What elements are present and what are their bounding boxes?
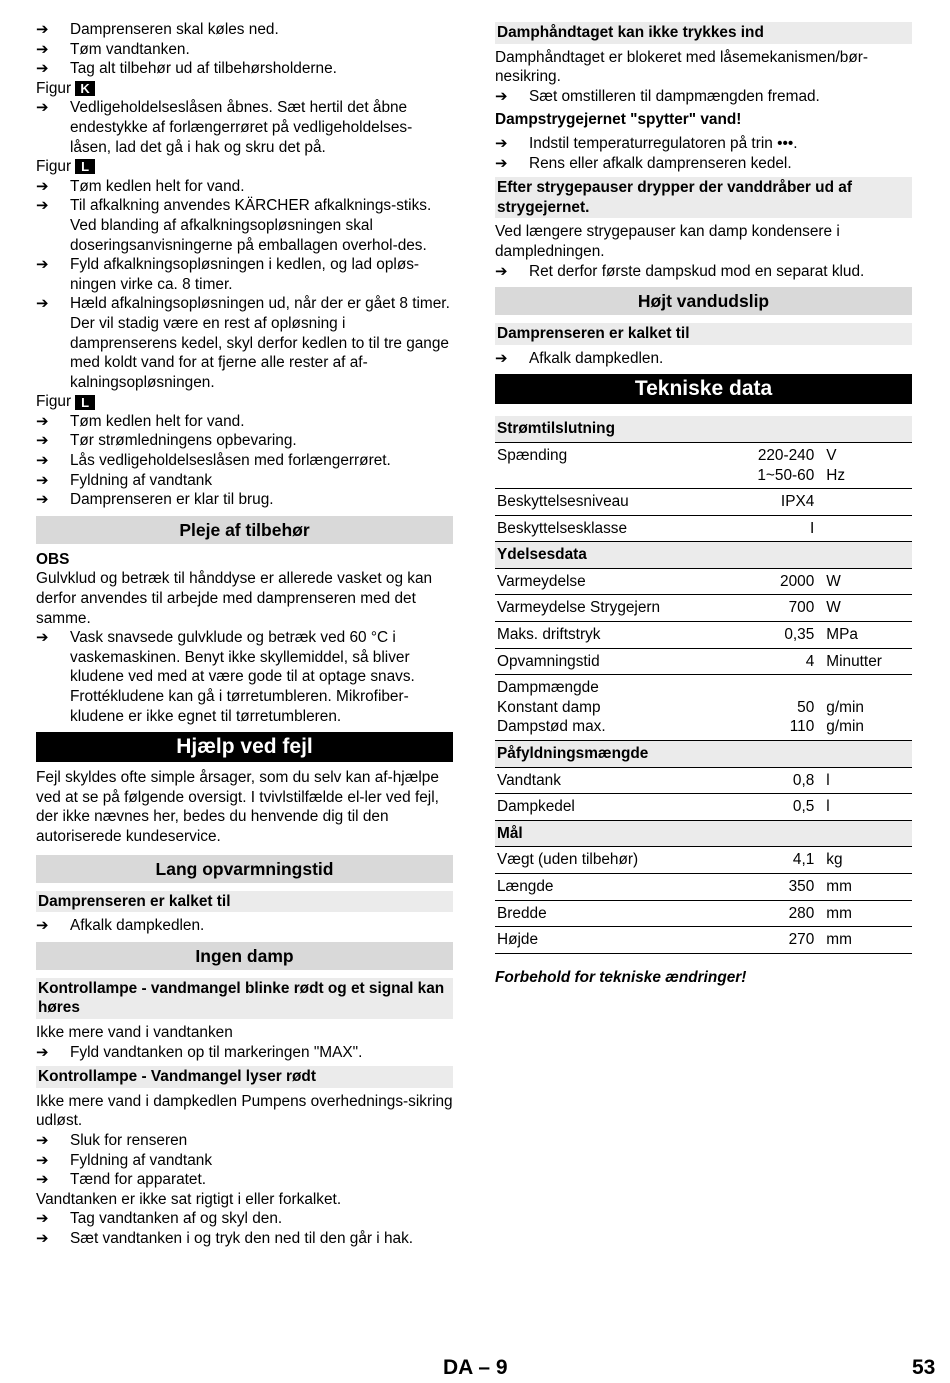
arrow-icon: ➔ [36, 432, 49, 450]
spec-value: 50 110 [717, 675, 824, 741]
spec-value: 4 [717, 648, 824, 675]
spec-label: Maks. driftstryk [495, 622, 717, 649]
step-text: Tænd for apparatet. [70, 1171, 207, 1189]
step-text: Fyld afkalkningsopløsningen i kedlen, og lad opløs-ningen virke ca. 8 timer. [70, 256, 420, 293]
arrow-icon: ➔ [36, 471, 49, 489]
spec-value: 220-240 1~50-60 [717, 442, 824, 488]
figure-label: Figur [36, 79, 72, 97]
arrow-icon: ➔ [36, 256, 49, 274]
arrow-icon: ➔ [495, 262, 508, 280]
step-text: Hæld afkalningsopløsningen ud, når der er gået 8 timer. Der vil stadig være en rest af opløsning i damprenserens kedel, skyl derfor kedlen to til tre gange med koldt vand for at fjerne alle rester af af-kalningsopløsningen. [70, 295, 450, 391]
step-text: Fyld vandtanken op til markeringen "MAX". [70, 1043, 363, 1061]
section-label: Ydelsesdata [495, 542, 912, 569]
spec-unit [824, 515, 912, 542]
arrow-icon: ➔ [495, 87, 508, 105]
obs-text: Gulvklud og betræk til hånddyse er allerede vasket og kan derfor anvendes til arbejde med damprenseren med det samme. [36, 570, 433, 627]
subheading-lamp-blink: Kontrollampe - vandmangel blinke rødt og et signal kan høres [36, 978, 453, 1019]
spec-value: 0,5 [717, 794, 824, 821]
table-row [495, 900, 912, 927]
spec-value: 700 [717, 595, 824, 622]
list-item [36, 490, 453, 510]
step-text: Tag alt tilbehør ud af tilbehørsholderne. [70, 60, 337, 78]
list-item [36, 196, 453, 255]
step-text: Tøm kedlen helt for vand. [70, 177, 245, 195]
step-text: Fyldning af vandtank [70, 1151, 213, 1169]
reservation-note: Forbehold for tekniske ændringer! [495, 968, 747, 986]
table-row [495, 794, 912, 821]
figure-label: Figur [36, 393, 72, 411]
spec-value: 2000 [717, 568, 824, 595]
table-section-row [495, 542, 912, 569]
spec-unit: Minutter [824, 648, 912, 675]
lamp-red-text: Ikke mere vand i dampkedlen Pumpens overhednings-sikring udløst. [36, 1092, 453, 1130]
table-row [495, 675, 912, 741]
list-item [495, 154, 912, 174]
step-text: Tøm vandtanken. [70, 40, 190, 58]
step-text: Sæt omstilleren til dampmængden fremad. [529, 87, 820, 105]
step-text: Damprenseren er klar til brug. [70, 491, 274, 509]
table-row [495, 515, 912, 542]
arrow-icon: ➔ [495, 154, 508, 172]
arrow-icon: ➔ [36, 99, 49, 117]
arrow-icon: ➔ [36, 1151, 49, 1169]
figure-label: Figur [36, 158, 72, 176]
section-label: Strømtilslutning [495, 416, 912, 442]
help-text: Fejl skyldes ofte simple årsager, som du selv kan af-hjælpe ved at se på følgende oversigt. I tvivlstilfælde el-ler ved fejl, der ikke nævnes her, bedes du henvende dig til den autoriserede kundeservice. [36, 769, 439, 845]
tech-spec-table [495, 416, 912, 953]
arrow-icon: ➔ [495, 134, 508, 152]
spec-value: I [717, 515, 824, 542]
spec-label: Beskyttelsesniveau [495, 489, 717, 516]
page-number: 53 [912, 1356, 936, 1379]
section-heading-care: Pleje af tilbehør [36, 516, 453, 544]
table-section-row [495, 820, 912, 847]
subheading-lamp-red: Kontrollampe - Vandmangel lyser rødt [36, 1066, 453, 1088]
section-heading-long-heating: Lang opvarmningstid [36, 855, 453, 883]
list-item [36, 294, 453, 392]
spec-unit: l [824, 767, 912, 794]
step-text: Afkalk dampkedlen. [70, 917, 205, 935]
list-item [36, 431, 453, 451]
spec-value: 270 [717, 927, 824, 954]
step-text: Damprenseren skal køles ned. [70, 21, 279, 38]
figure-badge: L [75, 395, 95, 410]
list-item [36, 1209, 453, 1229]
step-text: Lås vedligeholdelseslåsen med forlængerrøret. [70, 452, 391, 470]
tank-text: Vandtanken er ikke sat rigtigt i eller forkalket. [36, 1190, 342, 1208]
spec-value: IPX4 [717, 489, 824, 516]
spec-value: 4,1 [717, 847, 824, 874]
spec-unit: mm [824, 874, 912, 901]
spec-unit: V Hz [824, 442, 912, 488]
list-item [36, 255, 453, 294]
spec-label: Varmeydelse Strygejern [495, 595, 717, 622]
list-item [36, 412, 453, 432]
step-text: Afkalk dampkedlen. [529, 349, 664, 367]
spec-label: Beskyttelsesklasse [495, 515, 717, 542]
step-text: Vedligeholdelseslåsen åbnes. Sæt hertil det åbne endestykke af forlængerrøret på vedligeholdelses-låsen, lad det gå i hak og skru det på. [70, 99, 413, 156]
section-label: Mål [495, 820, 912, 847]
step-text: Indstil temperaturregulatoren på trin •••. [529, 134, 798, 152]
spec-unit [824, 489, 912, 516]
spec-value: 350 [717, 874, 824, 901]
table-section-row [495, 416, 912, 442]
list-item [36, 177, 453, 197]
arrow-icon: ➔ [36, 21, 49, 38]
spec-unit: l [824, 794, 912, 821]
arrow-icon: ➔ [36, 1210, 49, 1228]
list-item [36, 471, 453, 491]
handle-text: Damphåndtaget er blokeret med låsemekanismen/bør-nesikring. [495, 48, 868, 86]
arrow-icon: ➔ [495, 349, 508, 367]
arrow-icon: ➔ [36, 295, 49, 313]
arrow-icon: ➔ [36, 917, 49, 935]
spec-unit: W [824, 568, 912, 595]
list-item [495, 262, 912, 282]
table-row [495, 622, 912, 649]
list-item [36, 1043, 453, 1063]
spec-label: Varmeydelse [495, 568, 717, 595]
spec-label: Dampkedel [495, 794, 717, 821]
step-text: Tøm kedlen helt for vand. [70, 412, 245, 430]
spec-label: Vægt (uden tilbehør) [495, 847, 717, 874]
subheading-spit: Dampstrygejernet "spytter" vand! [495, 111, 742, 129]
table-row [495, 874, 912, 901]
drip-text: Ved længere strygepauser kan damp kondensere i dampledningen. [495, 223, 840, 260]
table-row [495, 442, 912, 488]
list-item [36, 40, 453, 60]
spec-value: 0,8 [717, 767, 824, 794]
spec-unit: mm [824, 927, 912, 954]
arrow-icon: ➔ [36, 1131, 49, 1149]
figure-badge: L [75, 159, 95, 174]
table-row [495, 767, 912, 794]
list-item [495, 87, 912, 107]
list-item [36, 1131, 453, 1151]
step-text: Sæt vandtanken i og tryk den ned til den går i hak. [70, 1229, 414, 1247]
table-row [495, 489, 912, 516]
subheading-handle: Damphåndtaget kan ikke trykkes ind [495, 22, 912, 44]
spec-unit: kg [824, 847, 912, 874]
spec-unit: MPa [824, 622, 912, 649]
arrow-icon: ➔ [36, 1171, 49, 1189]
spec-unit: mm [824, 900, 912, 927]
spec-label: Længde [495, 874, 717, 901]
step-text: Ret derfor første dampskud mod en separat klud. [529, 262, 865, 280]
step-text: Sluk for renseren [70, 1131, 188, 1149]
list-item [36, 1170, 453, 1190]
spec-label: Vandtank [495, 767, 717, 794]
spec-unit: W [824, 595, 912, 622]
list-item [36, 20, 453, 40]
step-text: Rens eller afkalk damprenseren kedel. [529, 154, 792, 172]
arrow-icon: ➔ [36, 60, 49, 78]
subheading-drip: Efter strygepauser drypper der vanddråber ud af strygejernet. [495, 177, 912, 218]
list-item [36, 1229, 453, 1249]
spec-label: Højde [495, 927, 717, 954]
arrow-icon: ➔ [36, 1229, 49, 1247]
arrow-icon: ➔ [36, 491, 49, 509]
figure-badge: K [75, 81, 95, 96]
intro-steps [36, 20, 453, 79]
step-text: Fyldning af vandtank [70, 471, 213, 489]
table-row [495, 648, 912, 675]
list-item [36, 628, 453, 726]
table-section-row [495, 741, 912, 768]
arrow-icon: ➔ [36, 629, 49, 647]
arrow-icon: ➔ [36, 452, 49, 470]
section-label: Påfyldningsmængde [495, 741, 912, 768]
spec-label: Spænding [495, 442, 717, 488]
arrow-icon: ➔ [36, 40, 49, 58]
figure-reference-l [36, 157, 453, 177]
arrow-icon: ➔ [36, 197, 49, 215]
section-heading-no-steam: Ingen damp [36, 942, 453, 970]
spec-unit: g/min g/min [824, 675, 912, 741]
spec-label: Dampmængde Konstant damp Dampstød max. [495, 675, 717, 741]
arrow-icon: ➔ [36, 177, 49, 195]
list-item [36, 59, 453, 79]
table-row [495, 595, 912, 622]
step-text: Vask snavsede gulvklude og betræk ved 60 °C i vaskemaskinen. Benyt ikke skyllemiddel, så bliver kludene ved med at være gode til at optage snavs. Frottékludene kan gå i tørretumbleren. Mikrofiber-kludene er ikke egnet til tørretumbleren. [70, 629, 415, 725]
section-heading-tech-data: Tekniske data [495, 374, 912, 404]
spec-value: 0,35 [717, 622, 824, 649]
arrow-icon: ➔ [36, 412, 49, 430]
section-heading-help: Hjælp ved fejl [36, 732, 453, 762]
step-text: Tør strømledningens opbevaring. [70, 432, 297, 450]
subheading-calcified: Damprenseren er kalket til [36, 891, 453, 913]
subheading-calcified: Damprenseren er kalket til [495, 323, 912, 345]
table-row [495, 847, 912, 874]
page-code: DA – 9 [443, 1356, 508, 1379]
list-item [36, 1151, 453, 1171]
list-item [36, 451, 453, 471]
table-row [495, 927, 912, 954]
spec-label: Bredde [495, 900, 717, 927]
section-heading-high-water: Højt vandudslip [495, 287, 912, 315]
figure-reference-l [36, 392, 453, 412]
left-column [36, 20, 453, 1248]
spec-label: Opvamningstid [495, 648, 717, 675]
step-text: Til afkalkning anvendes KÄRCHER afkalknings-stiks. Ved blanding af afkalkningsopløsningen skal doseringsanvisningerne på emballagen overhol-des. [70, 197, 432, 254]
figure-reference-k [36, 79, 453, 99]
step-text: Tag vandtanken af og skyl den. [70, 1210, 283, 1228]
arrow-icon: ➔ [36, 1043, 49, 1061]
right-column [495, 20, 912, 987]
obs-label: OBS [36, 550, 70, 568]
list-item [495, 349, 912, 369]
list-item [36, 916, 453, 936]
list-item [36, 98, 453, 157]
table-row [495, 568, 912, 595]
spec-value: 280 [717, 900, 824, 927]
lamp-blink-text: Ikke mere vand i vandtanken [36, 1023, 233, 1041]
list-item [495, 134, 912, 154]
